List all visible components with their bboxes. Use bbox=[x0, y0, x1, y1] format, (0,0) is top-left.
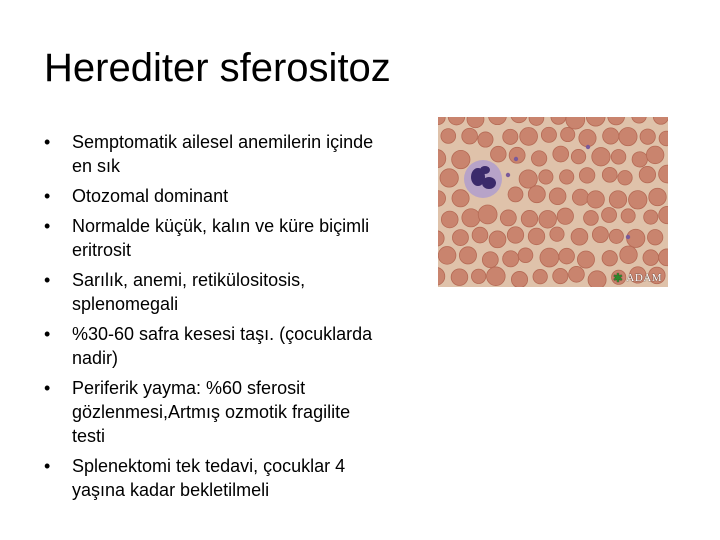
red-blood-cell bbox=[452, 150, 470, 168]
red-blood-cell bbox=[549, 188, 566, 205]
red-blood-cell bbox=[440, 169, 458, 187]
red-blood-cell bbox=[478, 205, 497, 224]
red-blood-cell bbox=[557, 208, 573, 224]
red-blood-cell bbox=[520, 128, 538, 146]
bullet-item bbox=[44, 322, 384, 370]
bullet-text: Periferik yayma: %60 sferosit gözlenmesi,Artmış ozmotik fragilite testi bbox=[72, 378, 351, 446]
star-icon: ✱ bbox=[612, 271, 624, 285]
red-blood-cell bbox=[602, 251, 617, 266]
red-blood-cell bbox=[550, 227, 564, 241]
red-blood-cell bbox=[489, 231, 506, 248]
red-blood-cell bbox=[619, 128, 637, 146]
red-blood-cell bbox=[571, 149, 585, 163]
bullet-item bbox=[44, 376, 384, 448]
platelet bbox=[626, 235, 630, 239]
bullet-item bbox=[44, 130, 384, 178]
red-blood-cell bbox=[452, 190, 469, 207]
red-blood-cell bbox=[472, 227, 488, 243]
bullet-text: Semptomatik ailesel anemilerin içinde en sık bbox=[72, 132, 374, 176]
red-blood-cell bbox=[507, 227, 523, 243]
red-blood-cell bbox=[577, 251, 594, 268]
adam-logo-text: ADAM bbox=[626, 272, 662, 284]
platelet bbox=[506, 173, 510, 177]
red-blood-cell bbox=[632, 152, 647, 167]
red-blood-cell bbox=[647, 230, 662, 245]
red-blood-cell bbox=[533, 269, 547, 283]
blood-smear-illustration bbox=[438, 117, 668, 287]
red-blood-cell bbox=[528, 186, 545, 203]
red-blood-cell bbox=[646, 146, 664, 164]
red-blood-cell bbox=[611, 150, 626, 165]
red-blood-cell bbox=[539, 210, 557, 228]
red-blood-cell bbox=[500, 210, 516, 226]
bullet-dot: • bbox=[44, 456, 51, 476]
slide-title: Herediter sferositoz bbox=[44, 46, 391, 90]
bullet-dot: • bbox=[44, 378, 51, 398]
red-blood-cell bbox=[541, 127, 556, 142]
red-blood-cell bbox=[511, 271, 527, 287]
bullet-text: %30-60 safra kesesi taşı. (çocuklarda nadir) bbox=[72, 324, 373, 368]
platelet bbox=[586, 145, 590, 149]
bullet-dot: • bbox=[44, 216, 51, 236]
red-blood-cell bbox=[451, 269, 468, 286]
red-blood-cell bbox=[592, 148, 610, 166]
red-blood-cell bbox=[462, 128, 478, 144]
red-blood-cell bbox=[620, 246, 638, 264]
red-blood-cell bbox=[571, 228, 588, 245]
red-blood-cell bbox=[579, 168, 594, 183]
red-blood-cell bbox=[640, 129, 655, 144]
red-blood-cell bbox=[553, 268, 568, 283]
red-blood-cell bbox=[572, 189, 588, 205]
red-blood-cell bbox=[528, 228, 545, 245]
platelet bbox=[514, 157, 518, 161]
neutrophil-nucleus-lobe bbox=[480, 166, 490, 174]
red-blood-cell bbox=[560, 170, 574, 184]
red-blood-cell bbox=[629, 191, 647, 209]
bullet-item bbox=[44, 184, 384, 208]
red-blood-cell bbox=[441, 129, 456, 144]
red-blood-cell bbox=[478, 132, 493, 147]
bullet-text: Normalde küçük, kalın ve küre biçimli eritrosit bbox=[72, 216, 370, 260]
red-blood-cell bbox=[588, 271, 606, 287]
bullet-text: Otozomal dominant bbox=[72, 186, 229, 206]
red-blood-cell bbox=[644, 210, 658, 224]
bullet-text: Sarılık, anemi, retikülositosis, splenomegali bbox=[72, 270, 306, 314]
red-blood-cell bbox=[491, 146, 507, 162]
red-blood-cell bbox=[561, 127, 575, 141]
bullet-item bbox=[44, 214, 384, 262]
red-blood-cell bbox=[503, 129, 518, 144]
bullet-list bbox=[44, 130, 384, 508]
red-blood-cell bbox=[540, 248, 559, 267]
red-blood-cell bbox=[471, 269, 485, 283]
red-blood-cell bbox=[459, 247, 476, 264]
bullet-dot: • bbox=[44, 132, 51, 152]
red-blood-cell bbox=[643, 250, 659, 266]
red-blood-cell bbox=[609, 191, 626, 208]
red-blood-cell bbox=[503, 251, 519, 267]
red-blood-cell bbox=[518, 248, 533, 263]
red-blood-cell bbox=[553, 146, 569, 162]
neutrophil-nucleus-lobe bbox=[482, 177, 496, 189]
red-blood-cell bbox=[649, 188, 667, 206]
red-blood-cell bbox=[531, 151, 546, 166]
red-blood-cell bbox=[579, 129, 596, 146]
red-blood-cell bbox=[509, 147, 525, 163]
red-blood-cell bbox=[487, 267, 506, 286]
red-blood-cell bbox=[462, 209, 480, 227]
red-blood-cell bbox=[602, 208, 617, 223]
red-blood-cell bbox=[621, 209, 635, 223]
red-blood-cell bbox=[602, 167, 617, 182]
red-blood-cell bbox=[559, 248, 575, 264]
red-blood-cell bbox=[521, 210, 538, 227]
red-blood-cell bbox=[609, 229, 623, 243]
red-blood-cell bbox=[438, 247, 456, 265]
red-blood-cell bbox=[508, 187, 523, 202]
red-blood-cell bbox=[603, 128, 619, 144]
red-blood-cell bbox=[639, 166, 655, 182]
red-blood-cell bbox=[482, 252, 498, 268]
adam-logo bbox=[613, 272, 662, 284]
red-blood-cell bbox=[618, 171, 632, 185]
blood-smear-image bbox=[438, 117, 668, 287]
bullet-text: Splenektomi tek tedavi, çocuklar 4 yaşına kadar bekletilmeli bbox=[72, 456, 346, 500]
red-blood-cell bbox=[592, 227, 608, 243]
bullet-dot: • bbox=[44, 324, 51, 344]
red-blood-cell bbox=[452, 230, 468, 246]
bullet-item bbox=[44, 268, 384, 316]
bullet-dot: • bbox=[44, 270, 51, 290]
red-blood-cell bbox=[441, 211, 458, 228]
red-blood-cell bbox=[584, 211, 599, 226]
red-blood-cell bbox=[539, 170, 553, 184]
bullet-dot: • bbox=[44, 186, 51, 206]
red-blood-cell bbox=[587, 191, 604, 208]
red-blood-cell bbox=[569, 266, 585, 282]
red-blood-cell bbox=[519, 170, 537, 188]
bullet-item bbox=[44, 454, 384, 502]
